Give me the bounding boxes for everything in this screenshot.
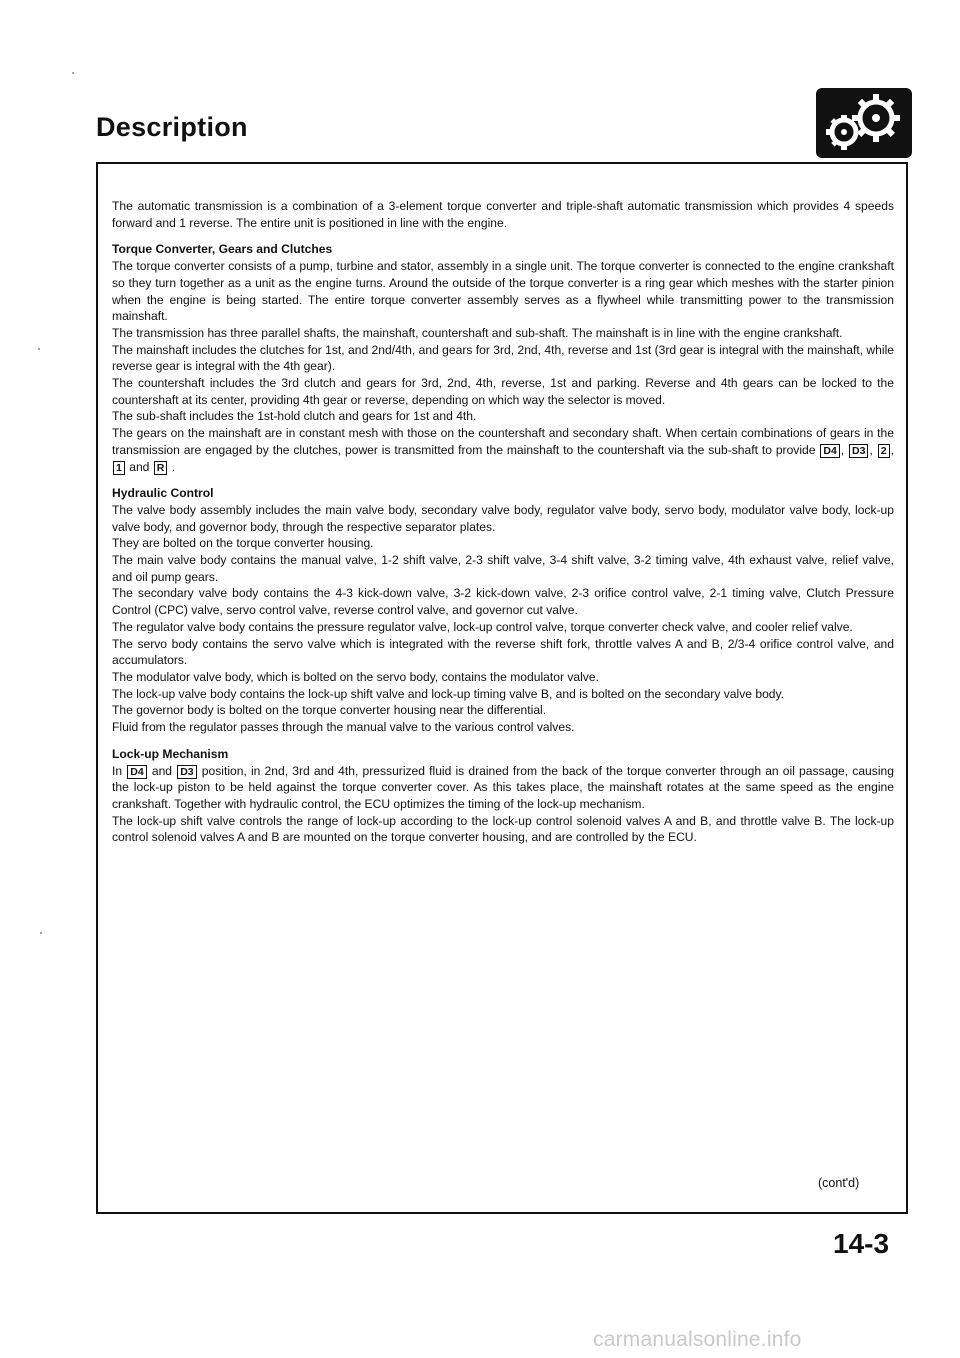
shift-position-d3-key: D3 <box>849 444 868 458</box>
sentence-end: . <box>171 459 176 474</box>
lockup-paragraph-1 <box>112 763 894 813</box>
scan-speck <box>38 348 40 350</box>
hydraulic-paragraph-10: Fluid from the regulator passes through the manual valve to the various control valves. <box>112 720 575 735</box>
separator: , <box>869 442 873 457</box>
hydraulic-section-heading: Hydraulic Control <box>112 486 214 501</box>
watermark: carmanualsonline.info <box>593 1328 802 1351</box>
hydraulic-paragraph-3: The main valve body contains the manual valve, 1-2 shift valve, 2-3 shift valve, 3-4 shift valve, 3-2 timing valve, 4th exhaust valve, relief valve, and oil pump gears. <box>112 553 894 584</box>
torque-paragraph-6 <box>112 425 894 475</box>
torque-paragraph-4: The countershaft includes the 3rd clutch and gears for 3rd, 2nd, 4th, reverse, 1st and parking. Reverse and 4th gears can be locked to the countershaft at its center, providing 4th gear or reverse, depending on which way the selector is moved. <box>112 376 894 407</box>
torque-paragraph-5: The sub-shaft includes the 1st-hold clutch and gears for 1st and 4th. <box>112 409 477 424</box>
hydraulic-paragraph-9: The governor body is bolted on the torque converter housing near the differential. <box>112 703 547 718</box>
hydraulic-paragraph-5: The regulator valve body contains the pressure regulator valve, lock-up control valve, torque converter check valve, and cooler relief valve. <box>112 619 853 634</box>
hydraulic-paragraph-8: The lock-up valve body contains the lock-up shift valve and lock-up timing valve B, and is bolted on the secondary valve body. <box>112 686 785 701</box>
torque-paragraph-6-text: The gears on the mainshaft are in constant mesh with those on the countershaft and secondary shaft. When certain combinations of gears in the transmission are engaged by the clutches, power is transmitted from the mainshaft to the countershaft via the sub-shaft to provide <box>112 426 894 457</box>
and-word: and <box>151 763 173 778</box>
lockup-paragraph-2: The lock-up shift valve controls the range of lock-up according to the lock-up control solenoid valves A and B, and throttle valve B. The lock-up control solenoid valves A and B are mounted on the torque converter housing, and are controlled by the ECU. <box>112 813 894 845</box>
shift-position-d4-key: D4 <box>127 765 146 779</box>
lockup-section-heading: Lock-up Mechanism <box>112 746 229 761</box>
torque-paragraph-1: The torque converter consists of a pump, turbine and stator, assembly in a single unit. The torque converter is connected to the engine crankshaft so they turn together as a unit as the engine turns. Around the outside of the torque converter is a ring gear which meshes with the starter pinion when the engine is being started. The entire torque converter assembly serves as a flywheel while transmitting power to the transmission mainshaft. <box>112 259 894 324</box>
torque-paragraph-2: The transmission has three parallel shafts, the mainshaft, countershaft and sub-shaft. The mainshaft is in line with the engine crankshaft. <box>112 325 843 340</box>
scan-speck <box>72 72 74 74</box>
and-word: and <box>129 459 150 474</box>
scan-speck <box>40 932 42 934</box>
description-body <box>112 198 894 846</box>
lockup-in-word: In <box>112 763 123 778</box>
hydraulic-paragraph-4: The secondary valve body contains the 4-3 kick-down valve, 3-2 kick-down valve, 2-3 orifice control valve, 2-1 timing valve, Clutch Pressure Control (CPC) valve, servo control valve, reverse control valve, and governor cut valve. <box>112 586 894 618</box>
separator: , <box>890 442 894 457</box>
shift-position-d4-key: D4 <box>820 444 839 458</box>
shift-position-1-key: 1 <box>113 461 125 475</box>
shift-position-d3-key: D3 <box>177 765 196 779</box>
transmission-gears-icon <box>816 88 912 158</box>
shift-position-r-key: R <box>154 461 168 475</box>
continued-label: (cont'd) <box>818 1176 860 1190</box>
shift-position-2-key: 2 <box>878 444 890 458</box>
hydraulic-paragraph-2: They are bolted on the torque converter housing. <box>112 536 374 551</box>
torque-paragraph-3: The mainshaft includes the clutches for 1st, and 2nd/4th, and gears for 3rd, 2nd, 4th, reverse and 1st (3rd gear is integral with the mainshaft, while reverse gear is integral with the 4th gear). <box>112 342 894 374</box>
torque-section-heading: Torque Converter, Gears and Clutches <box>112 242 333 257</box>
intro-paragraph: The automatic transmission is a combination of a 3-element torque converter and triple-shaft automatic transmission which provides 4 speeds forward and 1 reverse. The entire unit is positioned in line with the engine. <box>112 199 894 230</box>
lockup-paragraph-1-text: position, in 2nd, 3rd and 4th, pressurized fluid is drained from the back of the torque converter through an oil passage, causing the lock-up piston to be held against the torque converter cover. As this takes place, the mainshaft rotates at the same speed as the engine crankshaft. Together with hydraulic control, the ECU optimizes the timing of the lock-up mechanism. <box>112 763 894 811</box>
page-title: Description <box>96 112 248 142</box>
hydraulic-paragraph-6: The servo body contains the servo valve which is integrated with the reverse shift fork, throttle valves A and B, 2/3-4 orifice control valve, and accumulators. <box>112 636 894 668</box>
hydraulic-paragraph-1: The valve body assembly includes the main valve body, secondary valve body, regulator valve body, servo body, modulator valve body, lock-up valve body, and governor body, through the respective separator plates. <box>112 502 894 534</box>
separator: , <box>840 442 845 457</box>
page-number: 14-3 <box>833 1228 890 1259</box>
hydraulic-paragraph-7: The modulator valve body, which is bolted on the servo body, contains the modulator valve. <box>112 669 599 684</box>
